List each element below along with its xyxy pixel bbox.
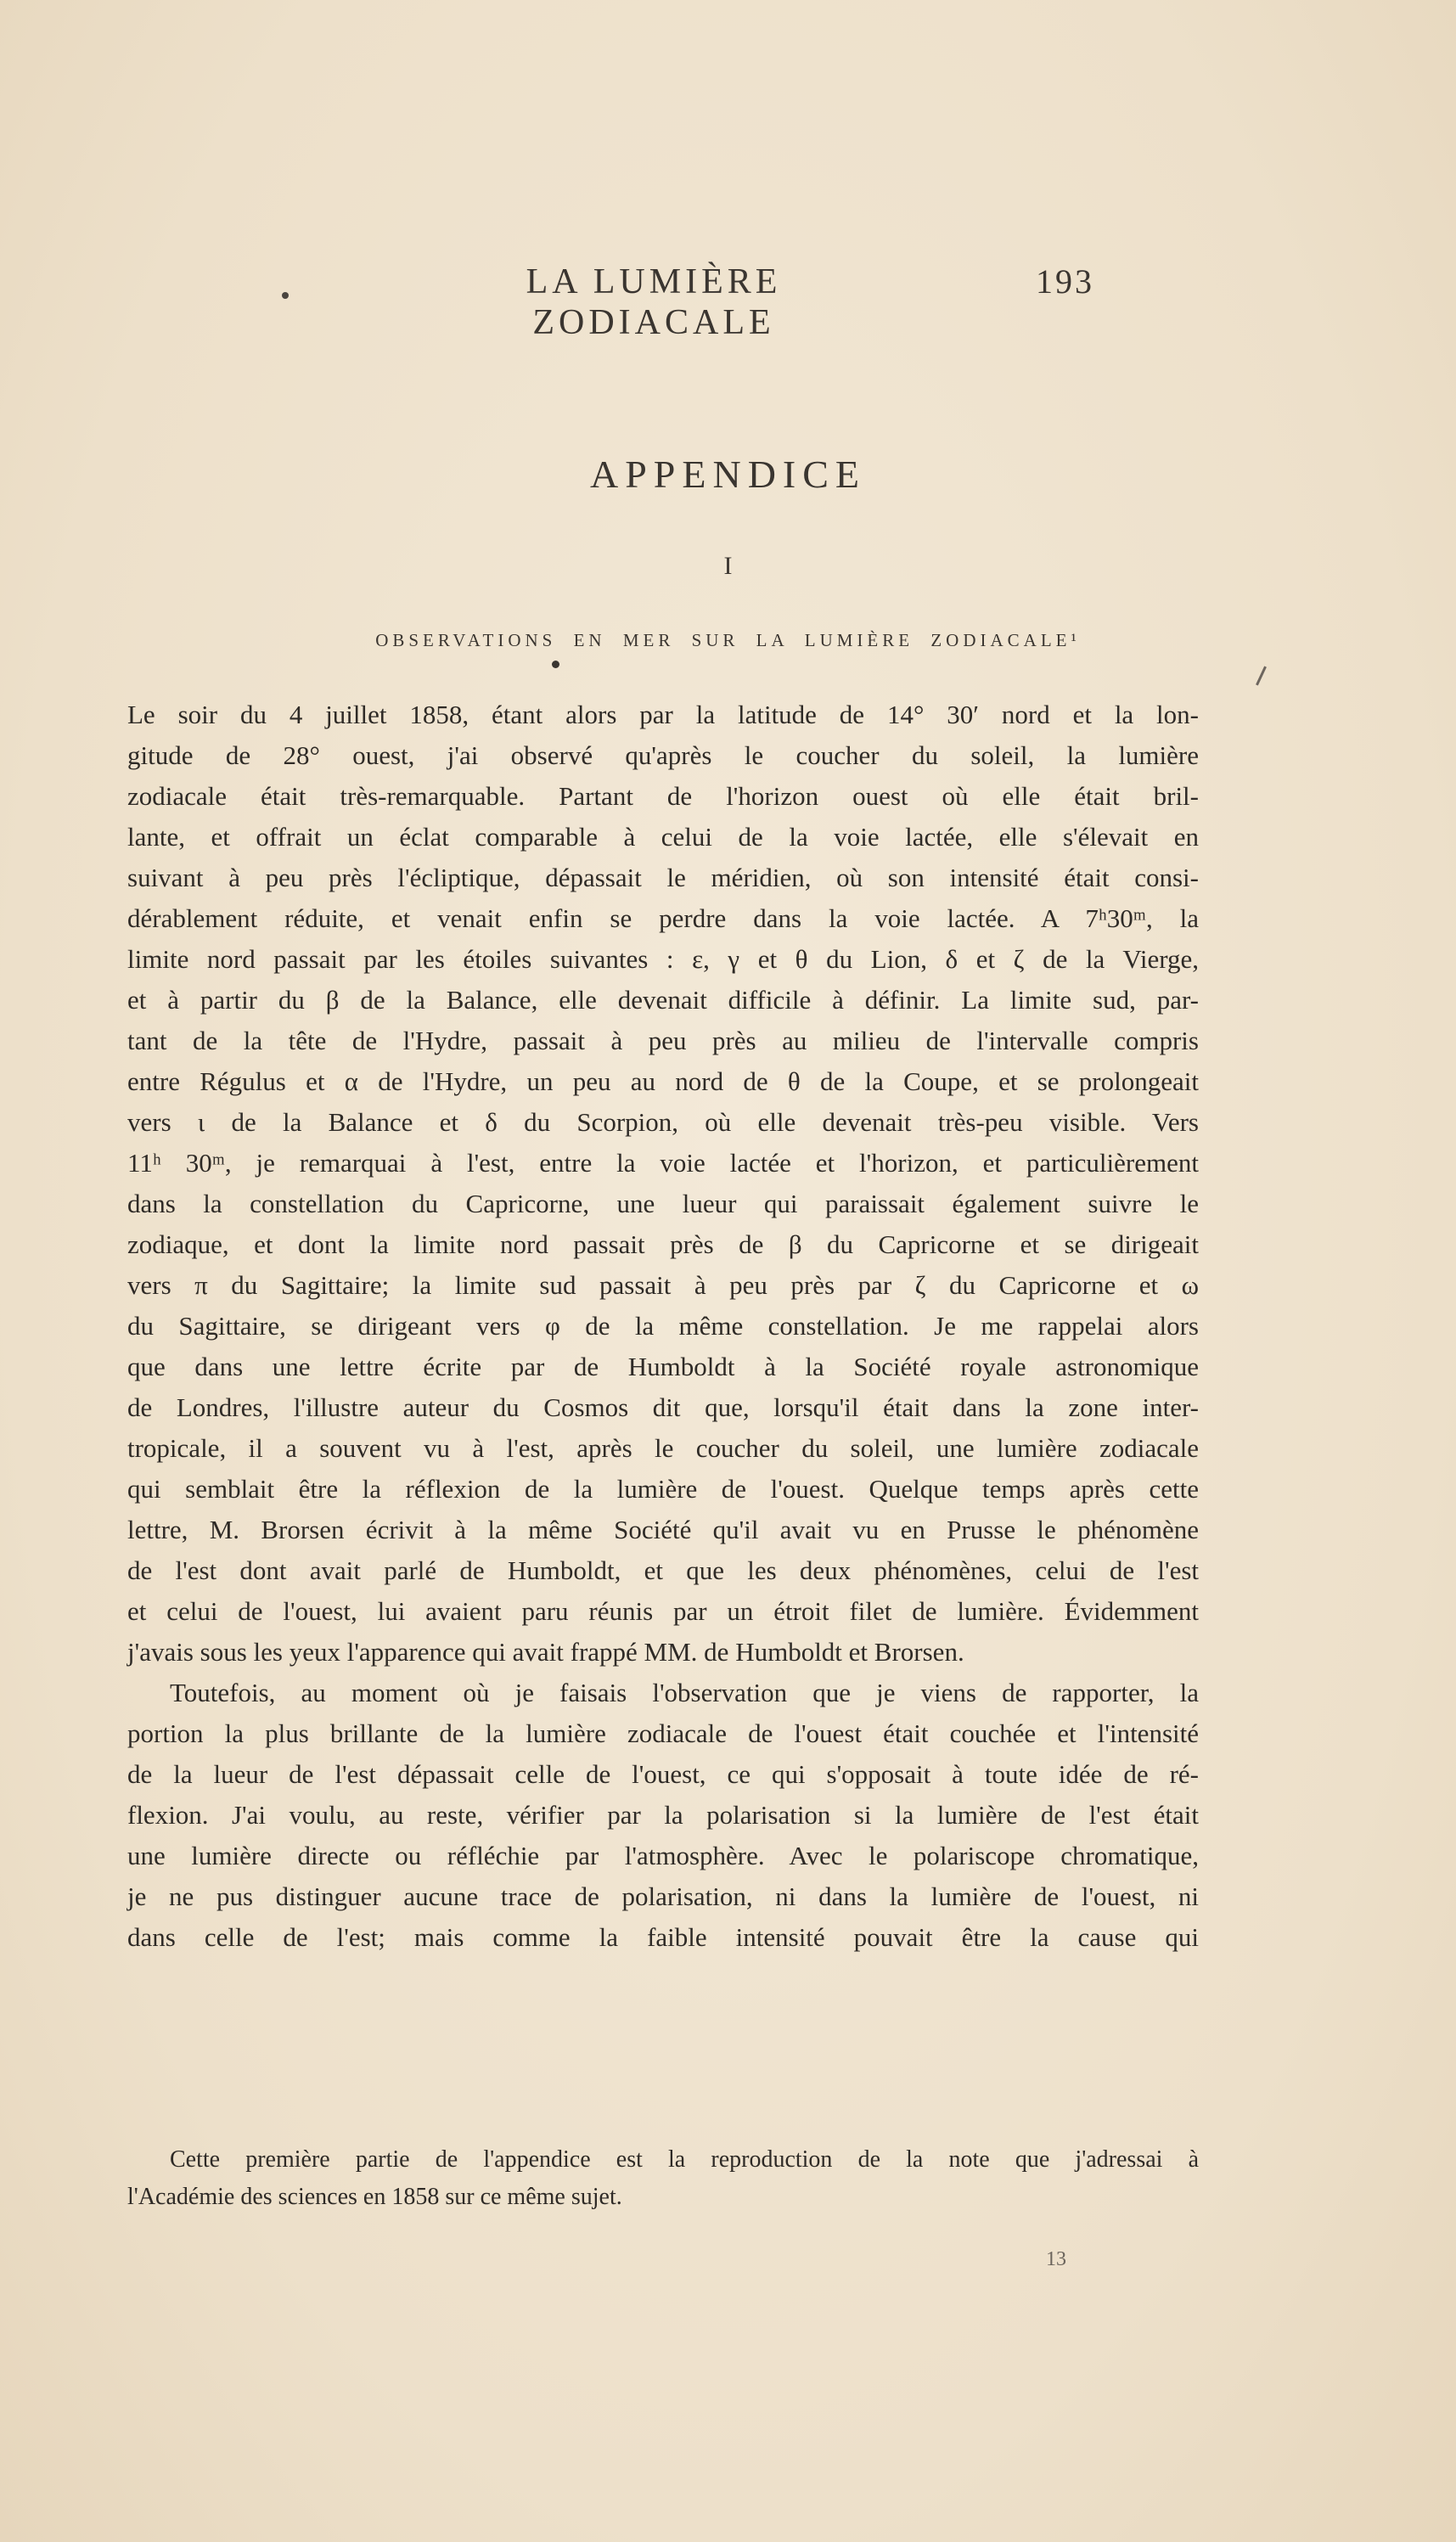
text-line: tropicale, il a souvent vu à l'est, après le coucher du soleil, une lumière zodiacale — [127, 1433, 1199, 1463]
section-number: I — [723, 552, 733, 580]
text-line: dans celle de l'est; mais comme la faible intensité pouvait être la cause qui — [127, 1922, 1199, 1952]
text-line: limite nord passait par les étoiles suivantes : ε, γ et θ du Lion, δ et ζ de la Vierge, — [127, 944, 1199, 974]
footnote — [127, 2141, 1199, 2216]
appendix-heading: APPENDICE — [589, 453, 867, 496]
text-line: et à partir du β de la Balance, elle devenait difficile à définir. La limite sud, par- — [127, 985, 1199, 1015]
text-line: je ne pus distinguer aucune trace de polarisation, ni dans la lumière de l'ouest, ni — [127, 1881, 1199, 1911]
section-subtitle: OBSERVATIONS EN MER SUR LA LUMIÈRE ZODIACALE¹ — [375, 630, 1081, 650]
text-line: de l'est dont avait parlé de Humboldt, et que les deux phénomènes, celui de l'est — [127, 1555, 1199, 1585]
text-line: dérablement réduite, et venait enfin se perdre dans la voie lactée. A 7ʰ30ᵐ, la — [127, 903, 1199, 933]
text-line: lettre, M. Brorsen écrivit à la même Société qu'il avait vu en Prusse le phénomène — [127, 1515, 1199, 1544]
text-line: vers π du Sagittaire; la limite sud passait à peu près par ζ du Capricorne et ω — [127, 1270, 1199, 1300]
ink-speck — [282, 292, 289, 299]
text-line: et celui de l'ouest, lui avaient paru réunis par un étroit filet de lumière. Évidemment — [127, 1596, 1199, 1626]
text-line: Toutefois, au moment où je faisais l'observation que je viens de rapporter, la — [170, 1678, 1199, 1707]
footnote-line: l'Académie des sciences en 1858 sur ce même sujet. — [127, 2184, 622, 2210]
text-line: zodiaque, et dont la limite nord passait près de β du Capricorne et se dirigeait — [127, 1229, 1199, 1259]
running-title: LA LUMIÈRE ZODIACALE — [526, 262, 782, 342]
body-text — [127, 695, 1199, 1958]
footnote-line: Cette première partie de l'appendice est la reproduction de la note que j'adressai à — [170, 2146, 1199, 2173]
text-line: dans la constellation du Capricorne, une lueur qui paraissait également suivre le — [127, 1189, 1199, 1218]
margin-mark — [1256, 666, 1267, 685]
text-line: du Sagittaire, se dirigeant vers φ de la même constellation. Je me rappelai alors — [127, 1311, 1199, 1341]
page-number: 193 — [1036, 262, 1094, 301]
ink-speck — [552, 661, 559, 668]
text-line: Le soir du 4 juillet 1858, étant alors par la latitude de 14° 30′ nord et la lon- — [127, 700, 1199, 729]
text-line: j'avais sous les yeux l'apparence qui avait frappé MM. de Humboldt et Brorsen. — [127, 1637, 964, 1667]
text-line: entre Régulus et α de l'Hydre, un peu au nord de θ de la Coupe, et se prolongeait — [127, 1066, 1199, 1096]
text-line: vers ι de la Balance et δ du Scorpion, où elle devenait très-peu visible. Vers — [127, 1107, 1199, 1137]
text-line: que dans une lettre écrite par de Humboldt à la Société royale astronomique — [127, 1352, 1199, 1381]
text-line: portion la plus brillante de la lumière zodiacale de l'ouest était couchée et l'intensité — [127, 1718, 1199, 1748]
signature-mark: 13 — [1046, 2248, 1066, 2270]
text-line: flexion. J'ai voulu, au reste, vérifier par la polarisation si la lumière de l'est était — [127, 1800, 1199, 1830]
text-line: de Londres, l'illustre auteur du Cosmos dit que, lorsqu'il était dans la zone inter- — [127, 1392, 1199, 1422]
text-line: suivant à peu près l'écliptique, dépassait le méridien, où son intensité était consi- — [127, 863, 1199, 892]
text-line: zodiacale était très-remarquable. Partant de l'horizon ouest où elle était bril- — [127, 781, 1199, 811]
text-line: tant de la tête de l'Hydre, passait à peu près au milieu de l'intervalle compris — [127, 1026, 1199, 1055]
text-line: 11ʰ 30ᵐ, je remarquai à l'est, entre la voie lactée et l'horizon, et particulièrement — [127, 1148, 1199, 1178]
running-head — [0, 262, 1456, 342]
text-line: lante, et offrait un éclat comparable à celui de la voie lactée, elle s'élevait en — [127, 822, 1199, 852]
text-line: de la lueur de l'est dépassait celle de l'ouest, ce qui s'opposait à toute idée de ré- — [127, 1759, 1199, 1789]
text-line: une lumière directe ou réfléchie par l'atmosphère. Avec le polariscope chromatique, — [127, 1841, 1199, 1870]
text-line: gitude de 28° ouest, j'ai observé qu'après le coucher du soleil, la lumière — [127, 740, 1199, 770]
text-line: qui semblait être la réflexion de la lumière de l'ouest. Quelque temps après cette — [127, 1474, 1199, 1504]
